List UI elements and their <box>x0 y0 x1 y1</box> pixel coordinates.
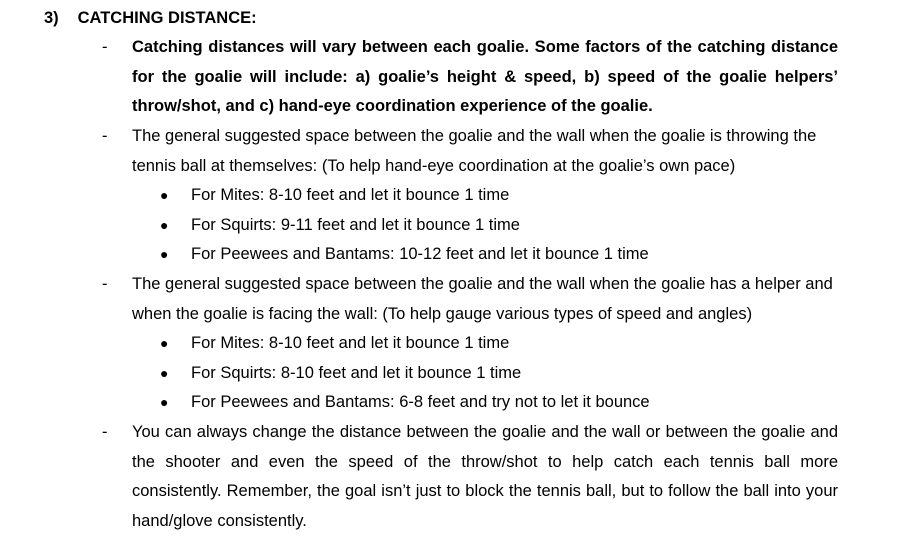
list-item-text: For Peewees and Bantams: 6-8 feet and try not to let it bounce <box>191 393 650 411</box>
section-heading <box>44 7 257 29</box>
paragraph-helper-facing-wall: The general suggested space between the goalie and the wall when the goalie has a helper and when the goalie is facing the wall: (To help gauge various types of speed and angles) <box>132 275 833 323</box>
section-title: CATCHING DISTANCE: <box>77 9 257 27</box>
list-item-text: For Peewees and Bantams: 10-12 feet and let it bounce 1 time <box>191 245 649 263</box>
bullet-marker: ● <box>160 217 169 233</box>
dash-marker: - <box>102 127 108 145</box>
dash-marker: - <box>102 38 108 56</box>
bullet-marker: ● <box>160 187 169 203</box>
bullet-marker: ● <box>160 365 169 381</box>
bullet-marker: ● <box>160 335 169 351</box>
list-item-text: For Mites: 8-10 feet and let it bounce 1 time <box>191 186 510 204</box>
paragraph-catching-factors: Catching distances will vary between each goalie. Some factors of the catching distance for the goalie will include: a) goalie’s height & speed, b) speed of the goalie helpers’ throw/shot, and c) hand-eye coordination experience of the goalie. <box>132 38 838 115</box>
paragraph-self-throw: The general suggested space between the goalie and the wall when the goalie is throwing the tennis ball at themselves: (To help hand-eye coordination at the goalie’s own pace) <box>132 127 817 175</box>
bullet-marker: ● <box>160 246 169 262</box>
list-item-text: For Mites: 8-10 feet and let it bounce 1 time <box>191 334 510 352</box>
list-item-text: For Squirts: 9-11 feet and let it bounce 1 time <box>191 216 520 234</box>
bullet-marker: ● <box>160 394 169 410</box>
dash-marker: - <box>102 423 108 441</box>
paragraph-change-distance: You can always change the distance between the goalie and the wall or between the goalie and the shooter and even the speed of the throw/shot to help catch each tennis ball more consistently. Remember, the goal isn’t just to block the tennis ball, but to follow the ball into your hand/glove consistently. <box>132 423 838 530</box>
dash-marker: - <box>102 275 108 293</box>
section-number: 3) <box>44 9 59 27</box>
list-item-text: For Squirts: 8-10 feet and let it bounce 1 time <box>191 364 522 382</box>
